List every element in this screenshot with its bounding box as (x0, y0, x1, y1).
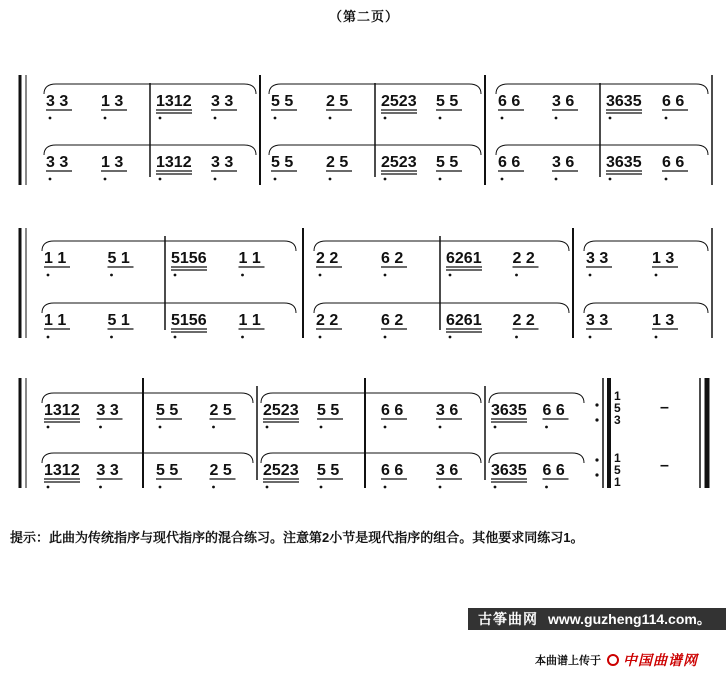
note-group: 3 3 (96, 462, 119, 479)
octave-dot (212, 486, 215, 489)
chord-note: 3 (614, 413, 621, 427)
note-group: 3 3 (96, 402, 119, 419)
octave-dot (159, 117, 162, 120)
note-group: 3 3 (46, 93, 69, 110)
octave-dot (241, 336, 244, 339)
octave-dot (110, 274, 113, 277)
note-group: 2 5 (209, 462, 232, 479)
note-group: 5 1 (107, 250, 130, 267)
octave-dot (49, 178, 52, 181)
note-group: 5 5 (271, 154, 294, 171)
note-group: 6 6 (498, 93, 521, 110)
octave-dot (274, 117, 277, 120)
note-group: 3 3 (211, 93, 234, 110)
note-group: 3635 (606, 154, 642, 171)
octave-dot (212, 426, 215, 429)
octave-dot (320, 426, 323, 429)
octave-dot (274, 178, 277, 181)
note-group: 2 2 (512, 250, 535, 267)
octave-dot (439, 117, 442, 120)
octave-dot (266, 426, 269, 429)
note-group: 3 6 (552, 93, 575, 110)
note-group: 2 5 (209, 402, 232, 419)
octave-dot (319, 336, 322, 339)
octave-dot (159, 486, 162, 489)
octave-dot (545, 426, 548, 429)
note-group: 1312 (156, 154, 192, 171)
note-group: 5 1 (107, 312, 130, 329)
chord-note: 1 (614, 389, 621, 403)
octave-dot (104, 117, 107, 120)
upload-note (535, 650, 698, 670)
note-group: 6 6 (498, 154, 521, 171)
octave-dot (449, 336, 452, 339)
note-group: 3 3 (46, 154, 69, 171)
note-group: 3 6 (552, 154, 575, 171)
repeat-dot (595, 403, 598, 406)
note-group: 5 5 (436, 93, 459, 110)
note-group: 6 6 (662, 93, 685, 110)
octave-dot (99, 486, 102, 489)
octave-dot (47, 274, 50, 277)
chord-note: 1 (614, 475, 621, 489)
note-group: 1312 (44, 462, 80, 479)
note-group: 6 6 (381, 462, 404, 479)
octave-dot (589, 274, 592, 277)
octave-dot (439, 178, 442, 181)
note-group: 3635 (606, 93, 642, 110)
note-group: 1 3 (101, 93, 124, 110)
upload-logo-text: 中国曲谱网 (623, 652, 698, 668)
octave-dot (545, 486, 548, 489)
octave-dot (665, 178, 668, 181)
note-group: 1312 (156, 93, 192, 110)
site-name: 古筝曲网 (478, 611, 538, 627)
octave-dot (159, 178, 162, 181)
chord-note: 5 (614, 463, 621, 477)
octave-dot (501, 178, 504, 181)
octave-dot (609, 117, 612, 120)
octave-dot (439, 486, 442, 489)
note-group: 6261 (446, 250, 482, 267)
note-group: 2 2 (316, 312, 339, 329)
note-group: 2523 (263, 402, 299, 419)
note-group: 1 1 (44, 312, 67, 329)
note-group: 6 6 (381, 402, 404, 419)
note-group: 3 3 (586, 312, 609, 329)
site-banner[interactable] (468, 608, 726, 630)
octave-dot (384, 117, 387, 120)
octave-dot (266, 486, 269, 489)
note-group: 6 2 (381, 312, 404, 329)
octave-dot (384, 178, 387, 181)
note-group: 3 3 (211, 154, 234, 171)
octave-dot (655, 274, 658, 277)
note-group: 1 3 (652, 250, 675, 267)
octave-dot (319, 274, 322, 277)
note-group: 2523 (381, 93, 417, 110)
octave-dot (555, 178, 558, 181)
octave-dot (47, 336, 50, 339)
chord-note: 5 (614, 401, 621, 415)
note-group: 3635 (491, 402, 527, 419)
note-group: 1 3 (101, 154, 124, 171)
octave-dot (99, 426, 102, 429)
site-url[interactable]: www.guzheng114.com。 (548, 611, 711, 627)
octave-dot (609, 178, 612, 181)
octave-dot (329, 178, 332, 181)
note-group: 2 5 (326, 93, 349, 110)
octave-dot (320, 486, 323, 489)
note-group: 2523 (263, 462, 299, 479)
note-group: 1 3 (652, 312, 675, 329)
octave-dot (329, 117, 332, 120)
note-group: 2 5 (326, 154, 349, 171)
repeat-dot (595, 458, 598, 461)
note-group: 6 6 (542, 462, 565, 479)
note-group: 6 6 (662, 154, 685, 171)
octave-dot (501, 117, 504, 120)
upload-label: 本曲谱上传于 (535, 655, 601, 667)
octave-dot (449, 274, 452, 277)
octave-dot (515, 274, 518, 277)
note-group: 5156 (171, 312, 207, 329)
octave-dot (104, 178, 107, 181)
note-group: 2 2 (316, 250, 339, 267)
page-title: （第二页） (328, 9, 399, 24)
octave-dot (555, 117, 558, 120)
note-group: 1312 (44, 402, 80, 419)
octave-dot (159, 426, 162, 429)
note-group: 5 5 (317, 462, 340, 479)
octave-dot (241, 274, 244, 277)
note-group: 1 1 (238, 250, 261, 267)
note-group: 6 6 (542, 402, 565, 419)
octave-dot (49, 117, 52, 120)
octave-dot (384, 486, 387, 489)
note-group: 6 2 (381, 250, 404, 267)
chord-note: 1 (614, 451, 621, 465)
repeat-dot (595, 473, 598, 476)
note-group: 5 5 (317, 402, 340, 419)
note-group: 5 5 (271, 93, 294, 110)
octave-dot (589, 336, 592, 339)
octave-dot (655, 336, 658, 339)
octave-dot (214, 117, 217, 120)
octave-dot (384, 336, 387, 339)
note-group: 5 5 (436, 154, 459, 171)
hint-text: 提示：此曲为传统指序与现代指序的混合练习。注意第2小节是现代指序的组合。其他要求同练习1。 (10, 530, 584, 545)
octave-dot (665, 117, 668, 120)
note-group: 2523 (381, 154, 417, 171)
note-group: 5 5 (156, 402, 179, 419)
note-group: 6261 (446, 312, 482, 329)
octave-dot (47, 426, 50, 429)
octave-dot (174, 336, 177, 339)
octave-dot (174, 274, 177, 277)
repeat-dot (595, 418, 598, 421)
note-group: 2 2 (512, 312, 535, 329)
octave-dot (515, 336, 518, 339)
octave-dot (494, 486, 497, 489)
note-group: 1 1 (238, 312, 261, 329)
note-group: 3 6 (436, 462, 459, 479)
site-logo-icon (607, 654, 619, 666)
note-group: 1 1 (44, 250, 67, 267)
rest-dash: – (660, 399, 669, 416)
octave-dot (110, 336, 113, 339)
note-group: 3635 (491, 462, 527, 479)
rest-dash: – (660, 457, 669, 474)
octave-dot (384, 426, 387, 429)
note-group: 5 5 (156, 462, 179, 479)
octave-dot (439, 426, 442, 429)
octave-dot (47, 486, 50, 489)
note-group: 5156 (171, 250, 207, 267)
note-group: 3 3 (586, 250, 609, 267)
octave-dot (494, 426, 497, 429)
octave-dot (384, 274, 387, 277)
octave-dot (214, 178, 217, 181)
note-group: 3 6 (436, 402, 459, 419)
